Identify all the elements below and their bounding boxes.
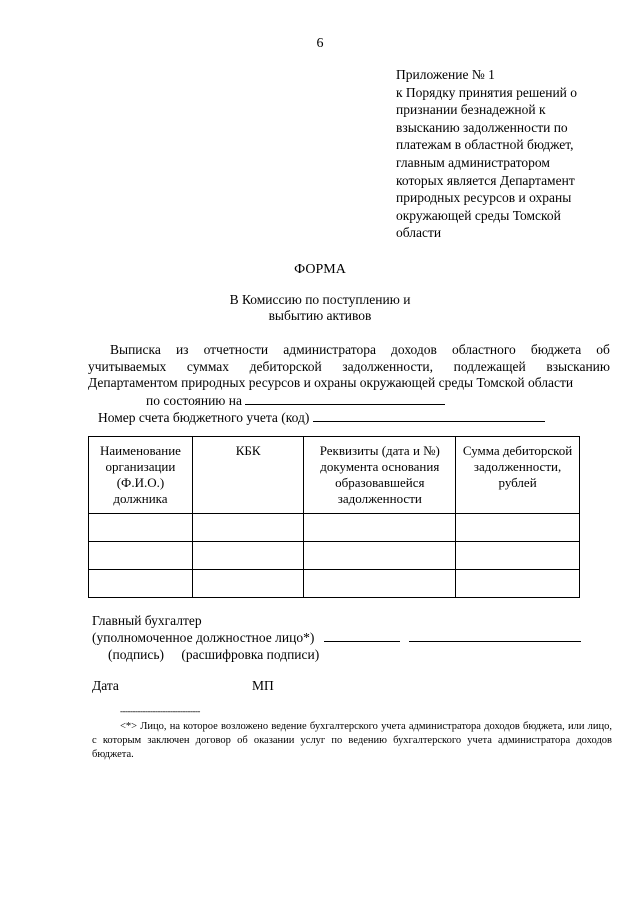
account-line bbox=[88, 409, 610, 427]
table-cell[interactable] bbox=[456, 570, 580, 598]
annex-line: которых является Департамент bbox=[396, 172, 575, 188]
statement-line-1 bbox=[88, 342, 610, 359]
word: бюджета bbox=[530, 342, 582, 357]
header-kbk: КБК bbox=[192, 437, 304, 514]
table-cell[interactable] bbox=[456, 542, 580, 570]
word: областного bbox=[451, 342, 516, 357]
annex-line: Приложение № 1 bbox=[396, 67, 495, 82]
statement-line-2 bbox=[88, 359, 610, 376]
footnote-text bbox=[92, 720, 612, 762]
table-row bbox=[89, 570, 580, 598]
statement-paragraph bbox=[88, 342, 610, 427]
form-title: ФОРМА bbox=[294, 262, 346, 277]
word: учитываемых bbox=[88, 358, 167, 374]
footnote-body: <*> Лицо, на которое возложено ведение бухгалтерского учета администратора доходов бюджета, или лицо, с которым заключен договор об оказании услуг по ведению бухгалтерского учета администратора доходов бюджета. bbox=[92, 721, 612, 760]
as-of-label: по состоянию на bbox=[146, 392, 242, 408]
word: дебиторской bbox=[249, 358, 322, 374]
table-header-row bbox=[89, 437, 580, 514]
signature-decode-field[interactable] bbox=[409, 629, 581, 642]
as-of-date-field[interactable] bbox=[245, 392, 445, 405]
statement-line-3: Департаментом природных ресурсов и охраны окружающей среды Томской области bbox=[88, 375, 574, 390]
decode-label: (расшифровка подписи) bbox=[181, 647, 320, 662]
table-cell[interactable] bbox=[192, 570, 304, 598]
signature-official: (уполномоченное должностное лицо*) bbox=[92, 630, 315, 645]
header-document: Реквизиты (дата и №) документа основания образовавшейся задолженности bbox=[304, 437, 456, 514]
date-label: Дата bbox=[92, 678, 119, 693]
annex-line: природных ресурсов и охраны bbox=[396, 190, 572, 206]
signature-block bbox=[92, 612, 581, 663]
word: Выписка bbox=[110, 342, 161, 357]
annex-line: платежам в областной бюджет, bbox=[396, 137, 574, 153]
signature-official-line bbox=[92, 629, 581, 646]
account-label: Номер счета бюджетного учета (код) bbox=[98, 410, 310, 425]
annex-line: к Порядку принятия решений о bbox=[396, 84, 578, 100]
word: отчетности bbox=[203, 342, 269, 357]
word: подлежащей bbox=[453, 358, 526, 374]
header-amount: Сумма дебиторской задолженности, рублей bbox=[456, 437, 580, 514]
table-cell[interactable] bbox=[304, 542, 456, 570]
recipient-line-1: В Комиссию по поступлению и bbox=[229, 292, 411, 307]
annex-block bbox=[396, 66, 606, 242]
table-cell[interactable] bbox=[192, 514, 304, 542]
table-cell[interactable] bbox=[89, 542, 193, 570]
table-cell[interactable] bbox=[89, 514, 193, 542]
table-row bbox=[89, 514, 580, 542]
signature-caption-line bbox=[92, 646, 581, 663]
page-number: 6 bbox=[316, 36, 324, 51]
annex-line: области bbox=[396, 225, 442, 241]
annex-line: главным администратором bbox=[396, 154, 550, 170]
sign-label: (подпись) bbox=[108, 647, 165, 662]
debt-table bbox=[88, 436, 580, 598]
as-of-line bbox=[88, 392, 610, 410]
table-cell[interactable] bbox=[304, 514, 456, 542]
table-cell[interactable] bbox=[456, 514, 580, 542]
table-cell[interactable] bbox=[89, 570, 193, 598]
signature-title: Главный бухгалтер bbox=[92, 613, 202, 628]
annex-line: окружающей среды Томской bbox=[396, 207, 561, 223]
footnote-separator: -------------------------------- bbox=[120, 706, 200, 716]
word: администратора bbox=[283, 342, 376, 357]
word: доходов bbox=[391, 342, 437, 357]
word: из bbox=[175, 342, 189, 357]
annex-line: взысканию задолженности по bbox=[396, 119, 568, 135]
header-debtor: Наименование организации (Ф.И.О.) должника bbox=[89, 437, 193, 514]
stamp-label: МП bbox=[252, 678, 274, 693]
word: взысканию bbox=[546, 358, 610, 374]
table-cell[interactable] bbox=[192, 542, 304, 570]
table-cell[interactable] bbox=[304, 570, 456, 598]
word: задолженности, bbox=[342, 358, 433, 374]
word: суммах bbox=[186, 358, 230, 374]
table-row bbox=[89, 542, 580, 570]
recipient-block bbox=[0, 292, 640, 324]
recipient-line-2: выбытию активов bbox=[268, 308, 372, 323]
word: об bbox=[596, 342, 610, 357]
signature-field[interactable] bbox=[324, 629, 400, 642]
annex-line: признании безнадежной к bbox=[396, 102, 546, 118]
account-code-field[interactable] bbox=[313, 409, 545, 422]
